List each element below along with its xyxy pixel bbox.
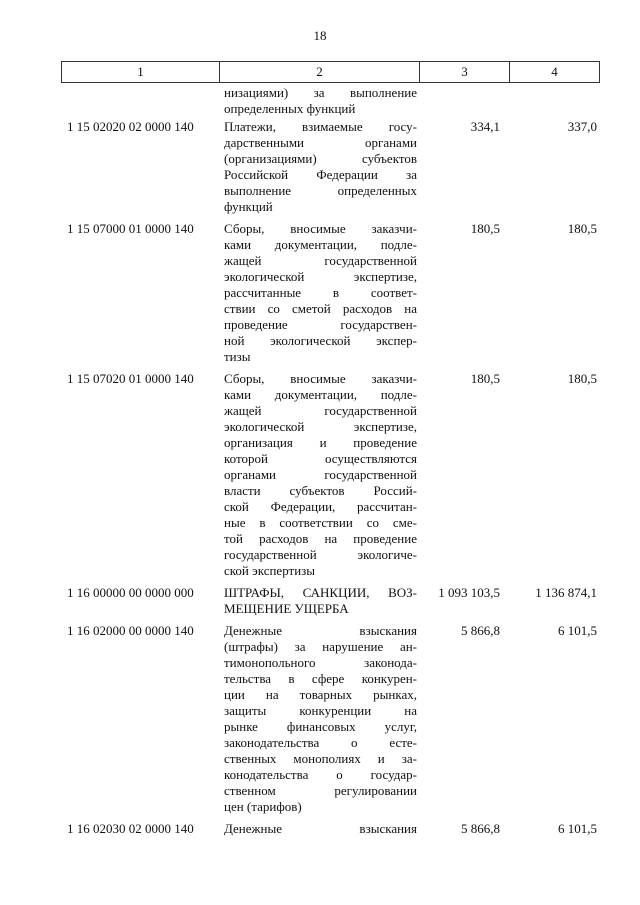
description-line: экологической экспертизе, <box>224 269 417 284</box>
description-line: жащей государственной <box>224 403 417 418</box>
row-value-col3: 180,5 <box>470 371 500 386</box>
description-line: тельства в сфере конкурен- <box>224 671 417 686</box>
description-line: Российской Федерации за <box>224 167 417 182</box>
row-code: 1 16 02000 00 0000 140 <box>67 623 194 638</box>
row-value-col4: 6 101,5 <box>558 821 597 836</box>
row-code: 1 16 00000 00 0000 000 <box>67 585 194 600</box>
row-code: 1 15 02020 02 0000 140 <box>67 119 194 134</box>
row-value-col3: 5 866,8 <box>461 623 500 638</box>
row-value-col4: 6 101,5 <box>558 623 597 638</box>
row-value-col3: 334,1 <box>470 119 500 134</box>
row-code: 1 15 07000 01 0000 140 <box>67 221 194 236</box>
row-value-col4: 1 136 874,1 <box>535 585 597 600</box>
row-value-col3: 1 093 103,5 <box>438 585 500 600</box>
row-description <box>218 85 417 117</box>
description-line: ской Федерации, рассчитан- <box>224 499 417 514</box>
description-line: функций <box>224 199 273 214</box>
table-row <box>61 221 601 365</box>
description-line: ШТРАФЫ, САНКЦИИ, ВОЗ- <box>224 585 417 600</box>
description-line: дарственными органами <box>224 135 417 150</box>
description-line: рынке финансовых услуг, <box>224 719 417 734</box>
description-line: ками документации, подле- <box>224 387 417 402</box>
description-line: Сборы, вносимые заказчи- <box>224 221 417 236</box>
description-line: государственной экологиче- <box>224 547 417 562</box>
table-body <box>61 85 601 843</box>
row-code <box>61 85 218 117</box>
description-line: той расходов на проведение <box>224 531 417 546</box>
description-line: организация и проведение <box>224 435 417 450</box>
row-value-col4 <box>506 85 601 117</box>
description-line: ственных монополиях и за- <box>224 751 417 766</box>
row-code: 1 16 02030 02 0000 140 <box>67 821 194 836</box>
row-description <box>218 371 417 579</box>
description-line: тимонопольного законода- <box>224 655 417 670</box>
description-line: Денежные взыскания <box>224 623 417 638</box>
description-line: ками документации, подле- <box>224 237 417 252</box>
table-row <box>61 623 601 815</box>
description-line: рассчитанные в соответ- <box>224 285 417 300</box>
row-value-col4: 180,5 <box>567 371 597 386</box>
description-line: Платежи, взимаемые госу- <box>224 119 417 134</box>
description-line: ственном регулировании <box>224 783 417 798</box>
description-line: ской экспертизы <box>224 563 316 578</box>
table-row <box>61 371 601 579</box>
description-line: Сборы, вносимые заказчи- <box>224 371 417 386</box>
header-col-4: 4 <box>510 62 600 83</box>
description-line: цен (тарифов) <box>224 799 302 814</box>
header-col-3: 3 <box>420 62 510 83</box>
description-line: жащей государственной <box>224 253 417 268</box>
table-header <box>61 61 600 83</box>
description-line: экологической экспертизе, <box>224 419 417 434</box>
row-value-col4: 180,5 <box>567 221 597 236</box>
row-value-col4: 337,0 <box>567 119 597 134</box>
header-col-1: 1 <box>62 62 220 83</box>
description-line: органами государственной <box>224 467 417 482</box>
row-code: 1 15 07020 01 0000 140 <box>67 371 194 386</box>
row-description <box>218 585 417 617</box>
description-line: МЕЩЕНИЕ УЩЕРБА <box>224 601 349 616</box>
description-line: защиты конкуренции на <box>224 703 417 718</box>
row-value-col3: 5 866,8 <box>461 821 500 836</box>
row-description <box>218 623 417 815</box>
description-line: ной экологической экспер- <box>224 333 417 348</box>
table-row <box>61 821 601 837</box>
description-line: определенных функций <box>224 101 356 116</box>
row-description <box>218 821 417 837</box>
description-line: (штрафы) за нарушение ан- <box>224 639 417 654</box>
row-description <box>218 221 417 365</box>
description-line: ствии со сметой расходов на <box>224 301 417 316</box>
header-col-2: 2 <box>220 62 420 83</box>
row-description <box>218 119 417 215</box>
description-line: которой осуществляются <box>224 451 417 466</box>
page-number: 18 <box>313 28 327 43</box>
description-line: низациями) за выполнение <box>224 85 417 100</box>
table-row <box>61 119 601 215</box>
table-row <box>61 85 601 117</box>
description-line: ции на товарных рынках, <box>224 687 417 702</box>
table-row <box>61 585 601 617</box>
description-line: власти субъектов Россий- <box>224 483 417 498</box>
description-line: Денежные взыскания <box>224 821 417 836</box>
description-line: (организациями) субъектов <box>224 151 417 166</box>
description-line: конодательства о государ- <box>224 767 417 782</box>
description-line: законодательства о есте- <box>224 735 417 750</box>
table-header-row <box>62 62 600 83</box>
row-value-col3 <box>417 85 506 117</box>
row-value-col3: 180,5 <box>470 221 500 236</box>
description-line: выполнение определенных <box>224 183 417 198</box>
description-line: тизы <box>224 349 251 364</box>
description-line: ные в соответствии со сме- <box>224 515 417 530</box>
description-line: проведение государствен- <box>224 317 417 332</box>
